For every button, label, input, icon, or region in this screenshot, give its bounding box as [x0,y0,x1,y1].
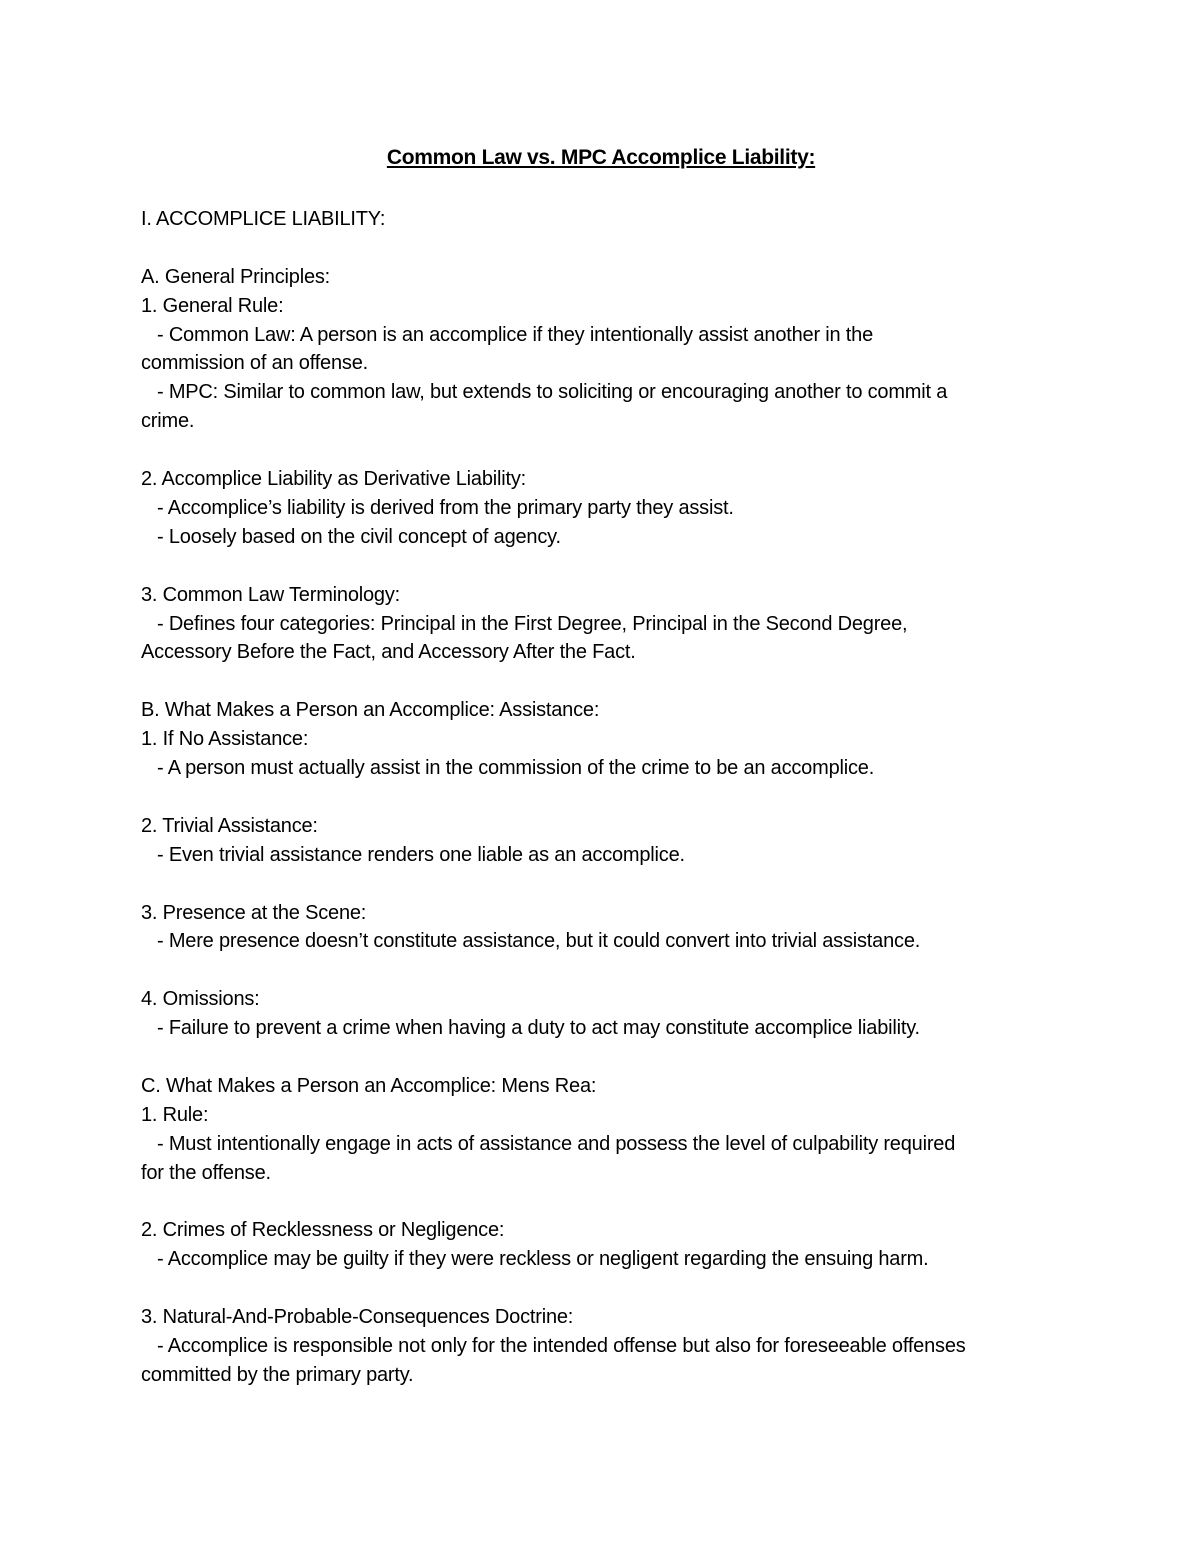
bullet-line: - A person must actually assist in the commission of the crime to be an accomplice. [157,757,875,780]
bullet-continuation: crime. [141,410,195,433]
spacer [141,176,1061,205]
section-heading-b: B. What Makes a Person an Accomplice: Assistance: [141,699,600,722]
item-label: 2. Accomplice Liability as Derivative Liability: [141,468,527,491]
spacer [141,870,1061,899]
bullet-line: - Must intentionally engage in acts of assistance and possess the level of culpability required [157,1132,956,1155]
bullet-line: - MPC: Similar to common law, but extends to soliciting or encouraging another to commit a [157,381,948,404]
item-label: 2. Crimes of Recklessness or Negligence: [141,1219,505,1242]
item-label: 2. Trivial Assistance: [141,814,318,837]
bullet-line: - Accomplice may be guilty if they were reckless or negligent regarding the ensuing harm. [157,1248,929,1271]
spacer [141,956,1061,985]
document-page [141,140,1061,1390]
bullet-line: - Defines four categories: Principal in the First Degree, Principal in the Second Degree, [157,612,908,635]
item-label: 3. Common Law Terminology: [141,583,400,606]
bullet-line: - Failure to prevent a crime when having a duty to act may constitute accomplice liability. [157,1017,920,1040]
bullet-line: - Loosely based on the civil concept of agency. [157,525,561,548]
spacer [141,1188,1061,1217]
spacer [141,1043,1061,1072]
spacer [141,436,1061,465]
item-label: 3. Presence at the Scene: [141,901,367,924]
bullet-line: - Even trivial assistance renders one liable as an accomplice. [157,843,685,866]
spacer [141,552,1061,581]
item-label: 3. Natural-And-Probable-Consequences Doctrine: [141,1306,574,1329]
spacer [141,234,1061,263]
item-label: 1. General Rule: [141,294,284,317]
bullet-line: - Accomplice is responsible not only for the intended offense but also for foreseeable offenses [157,1335,966,1358]
section-heading-c: C. What Makes a Person an Accomplice: Mens Rea: [141,1074,597,1097]
bullet-line: - Common Law: A person is an accomplice if they intentionally assist another in the [157,323,873,346]
document-title: Common Law vs. MPC Accomplice Liability: [386,146,816,169]
bullet-continuation: committed by the primary party. [141,1363,414,1386]
spacer [141,783,1061,812]
item-label: 1. Rule: [141,1103,209,1126]
section-heading-a: A. General Principles: [141,265,331,288]
bullet-continuation: for the offense. [141,1161,271,1184]
bullet-continuation: commission of an offense. [141,352,368,375]
bullet-continuation: Accessory Before the Fact, and Accessory After the Fact. [141,641,636,664]
spacer [141,1274,1061,1303]
bullet-line: - Mere presence doesn’t constitute assistance, but it could convert into trivial assistance. [157,930,921,953]
spacer [141,667,1061,696]
bullet-line: - Accomplice’s liability is derived from the primary party they assist. [157,496,734,519]
section-heading-i: I. ACCOMPLICE LIABILITY: [141,207,386,230]
item-label: 4. Omissions: [141,988,260,1011]
item-label: 1. If No Assistance: [141,728,309,751]
